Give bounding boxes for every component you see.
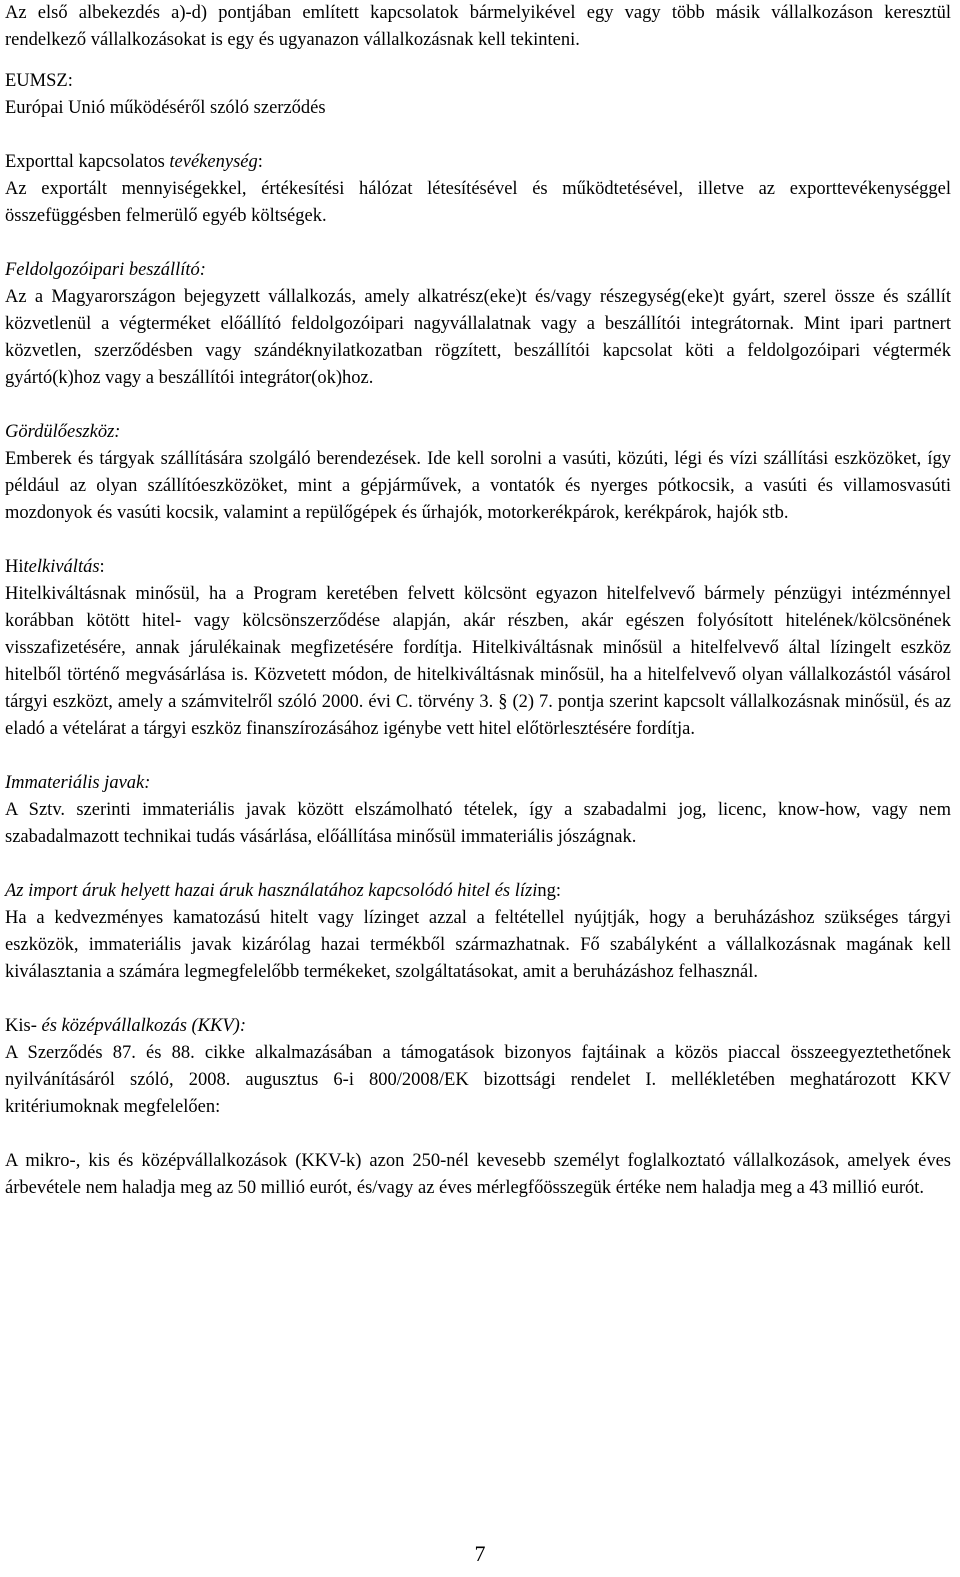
intro-paragraph: Az első albekezdés a)-d) pontjában említett kapcsolatok bármelyikével egy vagy több másik vállalkozáson keresztül rendelkező vállalkozásokat is egy és ugyanazon vállalkozásnak kell tekinteni.	[5, 3, 951, 50]
term-definition-extra: A mikro-, kis és középvállalkozások (KKV-k) azon 250-nél kevesebb személyt foglalkoztató vállalkozások, amelyek éves árbevétele nem haladja meg az 50 millió eurót, és/vagy az éves mérlegfőösszegük értéke nem haladja meg a 43 millió eurót.	[5, 1151, 951, 1198]
document-page	[5, 0, 951, 1202]
term-heading-colon: :	[99, 557, 105, 577]
definition-import-helyett-hazai	[5, 878, 951, 986]
definition-feldolgozoipari-beszallito	[5, 257, 951, 392]
term-heading-plain: Exporttal kapcsolatos	[5, 152, 170, 172]
term-heading	[5, 878, 951, 905]
term-heading-italic: és középvállalkozás (KKV):	[41, 1016, 246, 1036]
term-heading	[5, 1013, 951, 1040]
term-heading: Feldolgozóipari beszállító:	[5, 260, 206, 280]
definition-hitelkivaltas	[5, 554, 951, 743]
term-definition: Ha a kedvezményes kamatozású hitelt vagy lízinget azzal a feltétellel nyújtják, hogy a beruházáshoz szükséges tárgyi eszközök, immateriális javak kizárólag hazai termékből származhatnak. Fő szabályként a vállalkozásnak magának kell kiválasztania a számára legmegfelelőbb termékeket, szolgáltatásokat, amit a beruházáshoz felhasznál.	[5, 908, 951, 982]
term-heading-italic: Az import áruk helyett hazai áruk használatához kapcsolódó hitel és lízi	[5, 881, 538, 901]
term-heading-italic: tevékenység	[169, 152, 258, 172]
page-number: 7	[474, 1541, 486, 1566]
definition-immaterialis-javak	[5, 770, 951, 851]
term-definition: Európai Unió működéséről szóló szerződés	[5, 98, 326, 118]
term-heading: Gördülőeszköz:	[5, 422, 121, 442]
term-definition: A Sztv. szerinti immateriális javak között elszámolható tételek, így a szabadalmi jog, licenc, know-how, vagy nem szabadalmazott technikai tudás vásárlása, előállítása minősül immateriális jószágnak.	[5, 800, 951, 847]
term-definition: A Szerződés 87. és 88. cikke alkalmazásában a támogatások bizonyos fajtáinak a közös piaccal összeegyeztethetőnek nyilvánításáról szóló, 2008. augusztus 6-i 800/2008/EK bizottsági rendelet I. mellékletében meghatározott KKV kritériumoknak megfelelően:	[5, 1043, 951, 1117]
term-heading-colon: :	[257, 152, 263, 172]
term-heading-italic: telkiváltás	[23, 557, 100, 577]
term-heading: Immateriális javak:	[5, 773, 151, 793]
definition-gordulo-eszkoz	[5, 419, 951, 527]
term-definition	[5, 581, 951, 743]
definition-kkv	[5, 1013, 951, 1202]
definition-eumsz	[5, 68, 951, 122]
term-definition: Az exportált mennyiségekkel, értékesítési hálózat létesítésével és működtetésével, illetve az exporttevékenységgel összefüggésben felmerülő egyéb költségek.	[5, 179, 951, 226]
term-definition-part2: (2) 7. pontja szerint kapcsolt vállalkozásnak minősül, és az eladó a vételárat a tárgyi eszköz finanszírozásához igénybe vett hitel előtörlesztésére fordítja.	[5, 692, 951, 739]
section-sign: §	[498, 692, 508, 712]
term-heading-plain-end: ng:	[537, 881, 561, 901]
term-heading-plain: Hi	[5, 557, 24, 577]
term-definition-part1: Hitelkiváltásnak minősül, ha a Program keretében felvett kölcsönt egyazon hitelfelvevő bármely pénzügyi intézménnyel korábban kötött hitel- vagy kölcsönszerződése alapján, akár részben, akár egészen folyósított hitelének/kölcsönének visszafizetésére, annak járulékainak megfizetésére fordítja. Hitelkiváltásnak minősül a hitelfelvevő által lízingelt eszköz hitelből történő megvásárlása is. Közvetett módon, de hitelkiváltásnak minősül, ha a hitelfelvevő olyan vállalkozástól vásárol tárgyi eszközt, amely a számvitelről szóló 2000. évi C. törvény 3.	[5, 584, 951, 712]
definition-export	[5, 149, 951, 230]
term-definition: Az a Magyarországon bejegyzett vállalkozás, amely alkatrész(eke)t és/vagy részegység(eke)t gyárt, szerel össze és szállít közvetlenül a végterméket előállító feldolgozóipari nagyvállalatnak vagy a beszállítói integrátornak. Mint ipari partnert közvetlen, szerződésben vagy szándéknyilatkozatban rögzített, beszállítói kapcsolat köti a feldolgozóipari végtermék gyártó(k)hoz vagy a beszállítói integrátor(ok)hoz.	[5, 287, 951, 388]
term-heading	[5, 149, 951, 176]
term-heading	[5, 554, 951, 581]
term-heading-plain: Kis-	[5, 1016, 42, 1036]
term-heading: EUMSZ:	[5, 71, 73, 91]
term-definition: Emberek és tárgyak szállítására szolgáló berendezések. Ide kell sorolni a vasúti, közúti, légi és vízi szállítási eszközöket, így például az olyan szállítóeszközöket, mint a gépjárművek, a vontatók és nyerges pótkocsik, a vasúti és villamosvasúti mozdonyok és vasúti kocsik, valamint a repülőgépek és űrhajók, motorkerékpárok, kerékpárok, hajók stb.	[5, 449, 951, 523]
